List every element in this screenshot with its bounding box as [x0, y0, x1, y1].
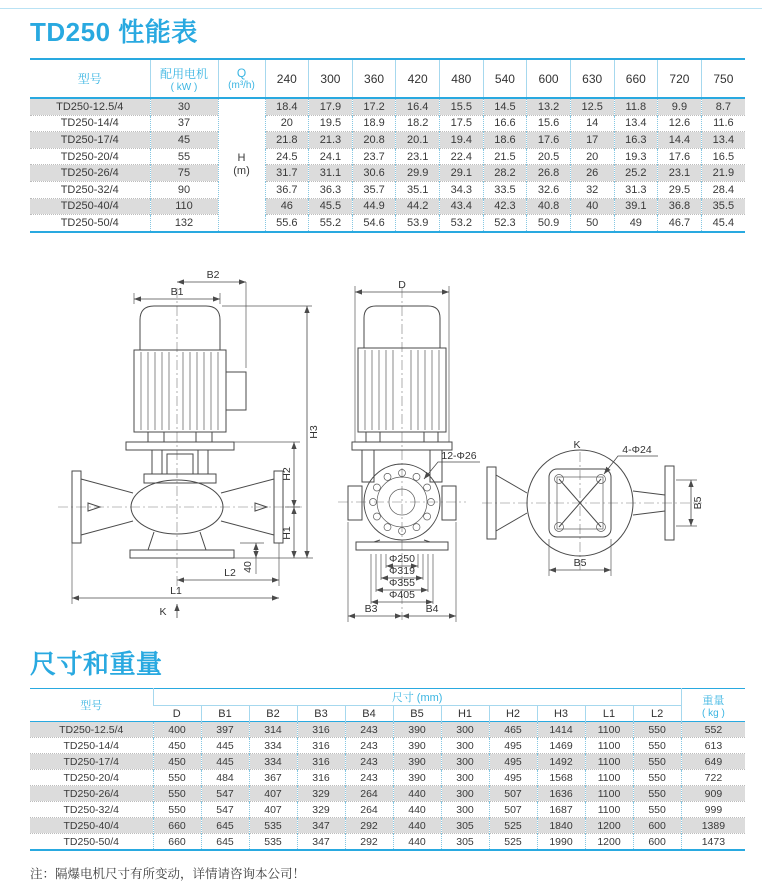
dimension-cell: 347: [297, 834, 345, 851]
power-cell: 90: [150, 181, 218, 198]
dimension-cell: 465: [489, 722, 537, 738]
dimension-cell: 1100: [585, 754, 633, 770]
weight-cell: 613: [681, 738, 745, 754]
col-header-dim-B5: B5: [393, 706, 441, 722]
power-cell: 45: [150, 132, 218, 149]
head-value-cell: 31.1: [309, 165, 353, 182]
power-cell: 75: [150, 165, 218, 182]
col-header-motor-unit: ( kW ): [170, 81, 198, 93]
dimension-cell: 450: [153, 754, 201, 770]
head-unit-cell: [218, 98, 265, 232]
dimension-row-TD250-12.5/4: [30, 722, 745, 738]
head-value-cell: 18.4: [265, 98, 309, 115]
performance-row-TD250-12.5/4: [30, 98, 745, 115]
performance-row-TD250-14/4: [30, 115, 745, 132]
col-header-flow: [218, 59, 265, 98]
dimension-cell: 300: [441, 786, 489, 802]
col-header-motor: [150, 59, 218, 98]
model-cell: TD250-17/4: [30, 754, 153, 770]
dimension-cell: 1492: [537, 754, 585, 770]
head-value-cell: 18.2: [396, 115, 440, 132]
col-header-flow-name: Q: [236, 66, 247, 80]
head-value-cell: 16.6: [483, 115, 527, 132]
top-divider: [0, 8, 762, 9]
col-header-weight: [681, 689, 745, 722]
dimension-cell: 1840: [537, 818, 585, 834]
dimension-cell: 305: [441, 818, 489, 834]
dimension-cell: 314: [249, 722, 297, 738]
head-value-cell: 29.9: [396, 165, 440, 182]
weight-cell: 1473: [681, 834, 745, 851]
view-label-k-top: K: [573, 439, 581, 451]
head-value-cell: 36.7: [265, 181, 309, 198]
dimension-cell: 600: [633, 818, 681, 834]
head-value-cell: 32.6: [527, 181, 571, 198]
dimension-cell: 1414: [537, 722, 585, 738]
head-value-cell: 30.6: [352, 165, 396, 182]
head-value-cell: 36.8: [658, 198, 702, 215]
head-value-cell: 26: [570, 165, 614, 182]
dimension-cell: 300: [441, 722, 489, 738]
dimension-cell: 367: [249, 770, 297, 786]
model-cell: TD250-12.5/4: [30, 722, 153, 738]
dimension-cell: 1469: [537, 738, 585, 754]
dimension-cell: 243: [345, 770, 393, 786]
dimension-cell: 535: [249, 818, 297, 834]
weight-cell: 722: [681, 770, 745, 786]
head-value-cell: 11.8: [614, 98, 658, 115]
model-cell: TD250-20/4: [30, 770, 153, 786]
dimension-cell: 400: [153, 722, 201, 738]
head-value-cell: 32: [570, 181, 614, 198]
head-value-cell: 31.3: [614, 181, 658, 198]
model-cell: TD250-14/4: [30, 115, 150, 132]
model-cell: TD250-20/4: [30, 148, 150, 165]
pump-dimension-drawing: [0, 260, 762, 645]
dimension-cell: 535: [249, 834, 297, 851]
col-header-flow-660: 660: [614, 59, 658, 98]
dimension-cell: 243: [345, 722, 393, 738]
head-value-cell: 55.2: [309, 215, 353, 232]
dimension-cell: 450: [153, 738, 201, 754]
col-header-motor-name: 配用电机: [159, 66, 208, 81]
head-value-cell: 15.6: [527, 115, 571, 132]
weight-cell: 552: [681, 722, 745, 738]
dimension-cell: 264: [345, 802, 393, 818]
head-value-cell: 18.6: [483, 132, 527, 149]
dim-label-h3: H3: [308, 425, 320, 439]
dimension-cell: 547: [201, 786, 249, 802]
dimensions-table-body: [30, 722, 745, 851]
col-header-flow-240: 240: [265, 59, 309, 98]
dimension-cell: 1100: [585, 786, 633, 802]
dimension-row-TD250-26/4: [30, 786, 745, 802]
model-cell: TD250-50/4: [30, 215, 150, 232]
head-value-cell: 45.4: [701, 215, 745, 232]
head-value-cell: 11.6: [701, 115, 745, 132]
dimension-cell: 334: [249, 754, 297, 770]
dimension-cell: 316: [297, 754, 345, 770]
col-header-dim-L2: L2: [633, 706, 681, 722]
weight-cell: 1389: [681, 818, 745, 834]
front-view: [58, 269, 320, 618]
dim-label-phi355: Φ355: [389, 577, 415, 589]
head-value-cell: 43.4: [440, 198, 484, 215]
head-value-cell: 24.1: [309, 148, 353, 165]
dimension-cell: 495: [489, 770, 537, 786]
head-value-cell: 34.3: [440, 181, 484, 198]
head-value-cell: 12.5: [570, 98, 614, 115]
dimension-cell: 264: [345, 786, 393, 802]
model-cell: TD250-26/4: [30, 786, 153, 802]
head-value-cell: 21.9: [701, 165, 745, 182]
dimension-cell: 316: [297, 722, 345, 738]
dimension-cell: 550: [633, 802, 681, 818]
dim-label-l2: L2: [224, 567, 236, 579]
head-value-cell: 13.4: [614, 115, 658, 132]
head-value-cell: 16.5: [701, 148, 745, 165]
head-value-cell: 15.5: [440, 98, 484, 115]
head-value-cell: 14: [570, 115, 614, 132]
head-value-cell: 28.4: [701, 181, 745, 198]
footnote: 注：隔爆电机尺寸有所变动，详情请咨询本公司！: [30, 866, 306, 881]
performance-table-body: [30, 98, 745, 232]
dimension-cell: 243: [345, 754, 393, 770]
dimension-cell: 1990: [537, 834, 585, 851]
head-value-cell: 20: [265, 115, 309, 132]
head-value-cell: 35.5: [701, 198, 745, 215]
head-value-cell: 46.7: [658, 215, 702, 232]
head-value-cell: 17.2: [352, 98, 396, 115]
head-value-cell: 17.6: [658, 148, 702, 165]
col-header-weight-unit: ( kg ): [702, 707, 725, 719]
performance-row-TD250-26/4: [30, 165, 745, 182]
col-header-flow-750: 750: [701, 59, 745, 98]
head-value-cell: 40: [570, 198, 614, 215]
head-unit: (m): [233, 164, 250, 177]
head-value-cell: 22.4: [440, 148, 484, 165]
col-header-dim-B4: B4: [345, 706, 393, 722]
dimension-cell: 440: [393, 802, 441, 818]
head-value-cell: 33.5: [483, 181, 527, 198]
dim-label-phi250: Φ250: [389, 553, 415, 565]
head-value-cell: 55.6: [265, 215, 309, 232]
head-value-cell: 23.1: [658, 165, 702, 182]
dimension-cell: 440: [393, 786, 441, 802]
dim-label-h1: H1: [281, 526, 293, 540]
performance-table-header: [30, 59, 745, 98]
model-cell: TD250-40/4: [30, 818, 153, 834]
dimension-row-TD250-14/4: [30, 738, 745, 754]
col-header-dim-D: D: [153, 706, 201, 722]
col-header-flow-360: 360: [352, 59, 396, 98]
col-header-dim-B3: B3: [297, 706, 345, 722]
head-value-cell: 35.7: [352, 181, 396, 198]
head-value-cell: 53.2: [440, 215, 484, 232]
dimensions-table-header: [30, 689, 745, 722]
model-cell: TD250-12.5/4: [30, 98, 150, 115]
dim-label-b4: B4: [425, 603, 439, 615]
dim-label-b5-side: B5: [692, 496, 704, 510]
dimension-cell: 1100: [585, 770, 633, 786]
col-header-flow-unit: (m³/h): [228, 80, 255, 91]
col-header-flow-600: 600: [527, 59, 571, 98]
power-cell: 132: [150, 215, 218, 232]
head-value-cell: 21.3: [309, 132, 353, 149]
dimension-cell: 550: [633, 738, 681, 754]
dimension-cell: 550: [633, 722, 681, 738]
performance-table-title: TD250 性能表: [30, 17, 198, 47]
col-header-flow-540: 540: [483, 59, 527, 98]
head-value-cell: 8.7: [701, 98, 745, 115]
dimension-cell: 440: [393, 818, 441, 834]
head-value-cell: 24.5: [265, 148, 309, 165]
dimension-cell: 407: [249, 786, 297, 802]
model-cell: TD250-32/4: [30, 802, 153, 818]
dimension-cell: 329: [297, 802, 345, 818]
head-value-cell: 12.6: [658, 115, 702, 132]
col-header-flow-420: 420: [396, 59, 440, 98]
head-value-cell: 14.5: [483, 98, 527, 115]
head-value-cell: 54.6: [352, 215, 396, 232]
head-value-cell: 9.9: [658, 98, 702, 115]
dimension-cell: 645: [201, 818, 249, 834]
power-cell: 110: [150, 198, 218, 215]
head-value-cell: 21.8: [265, 132, 309, 149]
head-value-cell: 45.5: [309, 198, 353, 215]
dimension-cell: 305: [441, 834, 489, 851]
dimension-cell: 495: [489, 754, 537, 770]
head-value-cell: 17: [570, 132, 614, 149]
dimension-cell: 390: [393, 770, 441, 786]
dimension-cell: 507: [489, 786, 537, 802]
dimension-cell: 600: [633, 834, 681, 851]
dim-label-40: 40: [242, 561, 254, 573]
dimension-cell: 316: [297, 770, 345, 786]
dimension-cell: 243: [345, 738, 393, 754]
dimension-cell: 316: [297, 738, 345, 754]
dim-label-phi319: Φ319: [389, 565, 415, 577]
dimension-cell: 300: [441, 802, 489, 818]
head-value-cell: 16.3: [614, 132, 658, 149]
dimension-cell: 292: [345, 834, 393, 851]
head-value-cell: 42.3: [483, 198, 527, 215]
dimension-cell: 550: [153, 802, 201, 818]
dimension-cell: 660: [153, 818, 201, 834]
dimension-cell: 1100: [585, 738, 633, 754]
col-header-model: 型号: [30, 689, 153, 722]
dimension-cell: 484: [201, 770, 249, 786]
dimension-cell: 525: [489, 834, 537, 851]
head-value-cell: 29.5: [658, 181, 702, 198]
dimension-cell: 550: [633, 754, 681, 770]
head-value-cell: 26.8: [527, 165, 571, 182]
dim-label-b1: B1: [170, 286, 184, 298]
dim-label-d: D: [398, 279, 406, 291]
dimension-cell: 550: [633, 770, 681, 786]
head-value-cell: 20: [570, 148, 614, 165]
col-header-dim-H3: H3: [537, 706, 585, 722]
head-value-cell: 18.9: [352, 115, 396, 132]
col-header-weight-name: 重量: [702, 694, 725, 707]
dimension-cell: 660: [153, 834, 201, 851]
head-value-cell: 44.2: [396, 198, 440, 215]
dimension-row-TD250-50/4: [30, 834, 745, 851]
head-value-cell: 13.4: [701, 132, 745, 149]
dim-label-b2: B2: [206, 269, 220, 281]
head-value-cell: 17.5: [440, 115, 484, 132]
head-value-cell: 13.2: [527, 98, 571, 115]
dimension-cell: 445: [201, 754, 249, 770]
dimension-cell: 495: [489, 738, 537, 754]
col-header-flow-630: 630: [570, 59, 614, 98]
dimension-cell: 445: [201, 738, 249, 754]
performance-table: [30, 58, 745, 233]
head-value-cell: 14.4: [658, 132, 702, 149]
model-cell: TD250-50/4: [30, 834, 153, 851]
head-value-cell: 46: [265, 198, 309, 215]
head-value-cell: 17.9: [309, 98, 353, 115]
dimension-cell: 292: [345, 818, 393, 834]
head-value-cell: 50: [570, 215, 614, 232]
dim-label-phi405: Φ405: [389, 589, 415, 601]
power-cell: 37: [150, 115, 218, 132]
dimension-cell: 390: [393, 722, 441, 738]
head-value-cell: 23.7: [352, 148, 396, 165]
dim-label-b5-bottom: B5: [573, 557, 587, 569]
head-value-cell: 39.1: [614, 198, 658, 215]
callout-4-phi24: 4-Φ24: [622, 444, 652, 456]
col-header-flow-480: 480: [440, 59, 484, 98]
terminal-box: [226, 372, 246, 410]
performance-row-TD250-17/4: [30, 132, 745, 149]
dimension-cell: 300: [441, 738, 489, 754]
head-label: H: [237, 152, 246, 165]
dimension-cell: 347: [297, 818, 345, 834]
dimension-cell: 334: [249, 738, 297, 754]
col-header-flow-300: 300: [309, 59, 353, 98]
base-plate: [130, 550, 234, 558]
head-value-cell: 16.4: [396, 98, 440, 115]
col-header-flow-720: 720: [658, 59, 702, 98]
head-value-cell: 28.2: [483, 165, 527, 182]
power-cell: 55: [150, 148, 218, 165]
dimension-cell: 507: [489, 802, 537, 818]
callout-12-phi26: 12-Φ26: [441, 450, 477, 462]
model-cell: TD250-14/4: [30, 738, 153, 754]
model-cell: TD250-32/4: [30, 181, 150, 198]
dimension-cell: 645: [201, 834, 249, 851]
dimension-cell: 440: [393, 834, 441, 851]
dimension-cell: 300: [441, 754, 489, 770]
dimension-cell: 1200: [585, 818, 633, 834]
head-value-cell: 49: [614, 215, 658, 232]
head-value-cell: 17.6: [527, 132, 571, 149]
head-value-cell: 25.2: [614, 165, 658, 182]
dimension-row-TD250-40/4: [30, 818, 745, 834]
dimension-cell: 300: [441, 770, 489, 786]
dimension-cell: 550: [153, 786, 201, 802]
weight-cell: 909: [681, 786, 745, 802]
dimension-cell: 525: [489, 818, 537, 834]
dimension-cell: 550: [633, 786, 681, 802]
head-value-cell: 19.3: [614, 148, 658, 165]
head-value-cell: 53.9: [396, 215, 440, 232]
head-value-cell: 19.4: [440, 132, 484, 149]
dimension-cell: 1568: [537, 770, 585, 786]
head-value-cell: 20.1: [396, 132, 440, 149]
dimension-cell: 397: [201, 722, 249, 738]
head-value-cell: 31.7: [265, 165, 309, 182]
dim-label-h2: H2: [281, 467, 293, 481]
dimension-row-TD250-32/4: [30, 802, 745, 818]
head-value-cell: 40.8: [527, 198, 571, 215]
head-value-cell: 50.9: [527, 215, 571, 232]
dimension-cell: 1100: [585, 722, 633, 738]
weight-cell: 999: [681, 802, 745, 818]
dimension-row-TD250-17/4: [30, 754, 745, 770]
dimension-row-TD250-20/4: [30, 770, 745, 786]
col-header-dim-group: 尺寸 (mm): [153, 689, 681, 706]
performance-row-TD250-20/4: [30, 148, 745, 165]
dim-label-b3: B3: [364, 603, 378, 615]
dimension-cell: 1687: [537, 802, 585, 818]
head-value-cell: 21.5: [483, 148, 527, 165]
view-label-k: K: [159, 606, 167, 618]
dimension-cell: 390: [393, 738, 441, 754]
performance-row-TD250-50/4: [30, 215, 745, 232]
head-value-cell: 29.1: [440, 165, 484, 182]
head-value-cell: 36.3: [309, 181, 353, 198]
model-cell: TD250-40/4: [30, 198, 150, 215]
col-header-model: 型号: [30, 59, 150, 98]
col-header-dim-H1: H1: [441, 706, 489, 722]
dimension-cell: 1636: [537, 786, 585, 802]
head-value-cell: 52.3: [483, 215, 527, 232]
head-value-cell: 35.1: [396, 181, 440, 198]
col-header-dim-H2: H2: [489, 706, 537, 722]
dimension-cell: 407: [249, 802, 297, 818]
head-value-cell: 20.5: [527, 148, 571, 165]
head-value-cell: 44.9: [352, 198, 396, 215]
dimension-cell: 390: [393, 754, 441, 770]
dimension-cell: 1100: [585, 802, 633, 818]
model-cell: TD250-17/4: [30, 132, 150, 149]
head-value-cell: 20.8: [352, 132, 396, 149]
dimension-cell: 550: [153, 770, 201, 786]
col-header-dim-B1: B1: [201, 706, 249, 722]
dimension-cell: 1200: [585, 834, 633, 851]
col-header-dim-L1: L1: [585, 706, 633, 722]
weight-cell: 649: [681, 754, 745, 770]
performance-row-TD250-40/4: [30, 198, 745, 215]
dim-label-l1: L1: [170, 585, 182, 597]
head-value-cell: 23.1: [396, 148, 440, 165]
top-view: [482, 439, 704, 576]
col-header-dim-B2: B2: [249, 706, 297, 722]
model-cell: TD250-26/4: [30, 165, 150, 182]
dimension-cell: 329: [297, 786, 345, 802]
performance-row-TD250-32/4: [30, 181, 745, 198]
dimensions-table: [30, 688, 745, 851]
power-cell: 30: [150, 98, 218, 115]
dimension-cell: 547: [201, 802, 249, 818]
head-value-cell: 19.5: [309, 115, 353, 132]
dimensions-table-title: 尺寸和重量: [30, 649, 163, 679]
side-view: [338, 279, 480, 622]
